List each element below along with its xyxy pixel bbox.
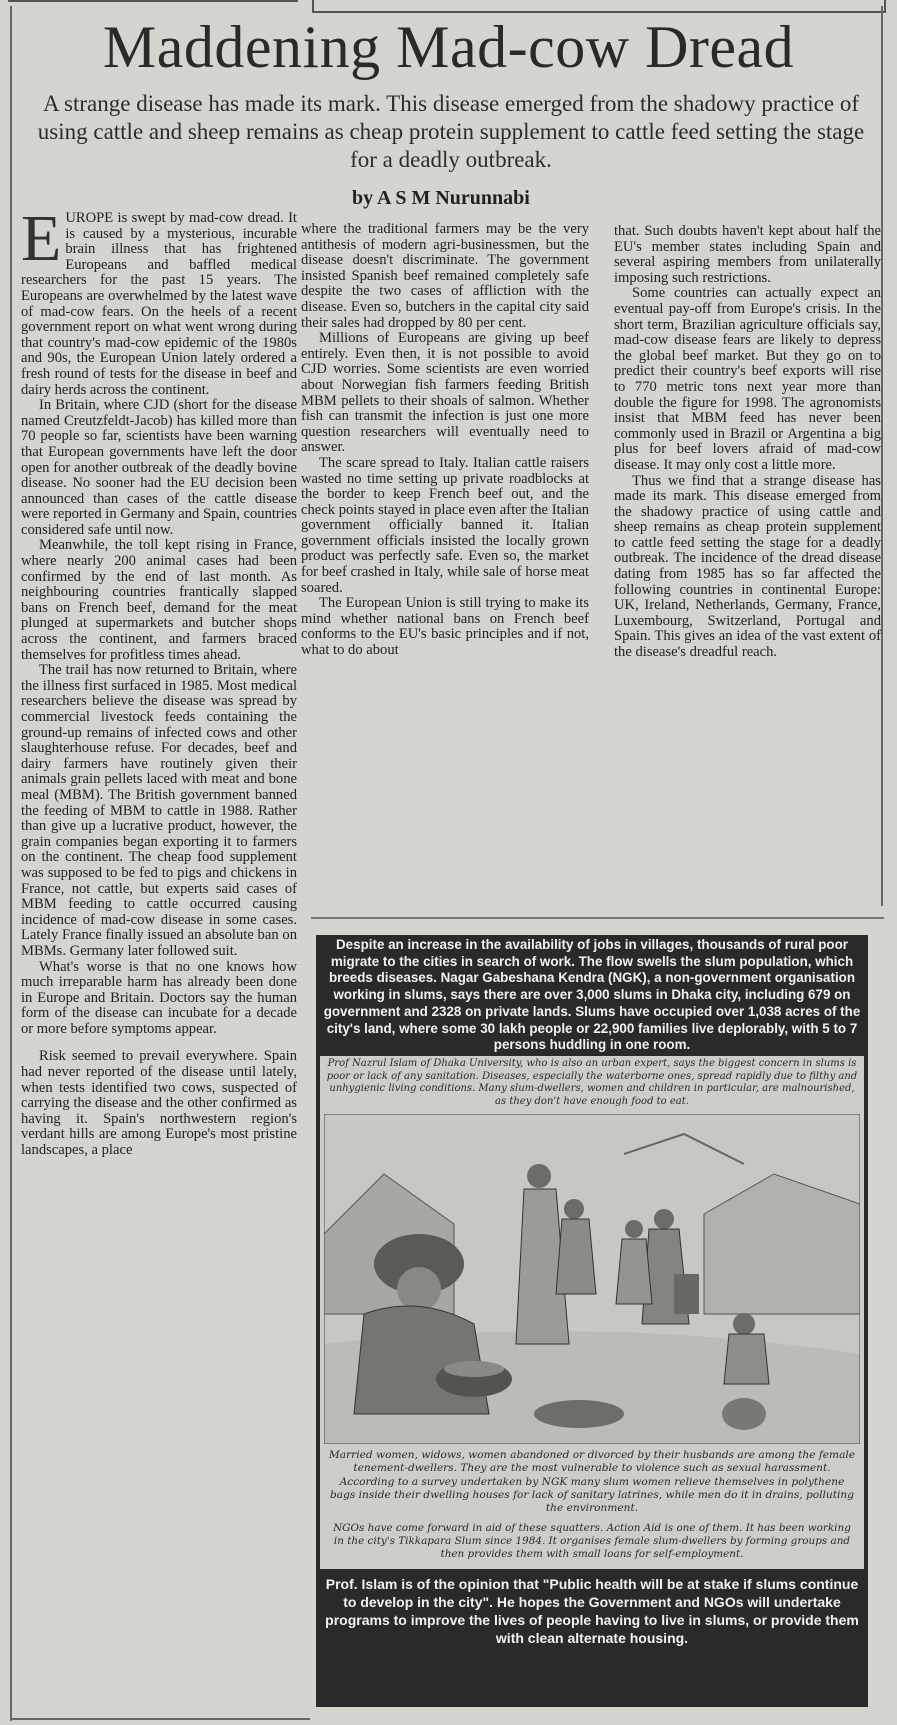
paragraph: Millions of Europeans are giving up beef entirely. Even then, it is not possible to avoid CJD worries. Some scientists are even worried about Norwegian fish farmers feeding British MBM pellets to their shoals of salmon. Whether fish can transmit the infection is just one more question researchers will eventually need to answer. — [301, 330, 589, 456]
subhead: A strange disease has made its mark. This disease emerged from the shadowy practice of using cattle and sheep remains as cheap protein supplement to cattle feed setting the stage for a deadly outbreak. — [37, 91, 865, 172]
paragraph: The trail has now returned to Britain, where the illness first surfaced in 1985. Most medical researchers believe the disease was spread by commercial livestock feeds containing the ground-up remains of infected cows and other slaughterhouse refuse. For decades, beef and dairy farmers have routinely given their animals grain pellets laced with meat and bone meal (MBM). The British government banned the feeding of MBM to cattle in 1988. Rather than give up a lucrative product, however, the grain companies began exporting it to farmers on the continent. The cheap food supplement was supposed to be fed to pigs and chickens in France, not cattle, but experts said cases of MBM feeding to cattle occurred causing incidence of mad-cow disease in some cases. Lately France finally issued an absolute ban on MBMs. Germany later followed suit. — [21, 662, 297, 959]
paragraph: where the traditional farmers may be the very antithesis of modern agri-businessmen, but the disease doesn't discriminate. The government insisted Spanish beef remained completely safe despite the two cases of affliction with the disease. Even so, butchers in the capital city said their sales had dropped by 80 per cent. — [301, 221, 589, 331]
article-column-2 — [301, 222, 589, 912]
ngo-note: NGOs have come forward in aid of these squatters. Action Aid is one of them. It has been working in the city's Tikkapara Slum since 1984. It organises female slum-dwellers by forming groups and then provides them with small loans for self-employment. — [333, 1522, 851, 1560]
paragraph: Thus we find that a strange disease has made its mark. This disease emerged from the shadowy practice of using cattle and sheep remains as cheap protein supplement to cattle feed setting the stage for a deadly outbreak. The incidence of the dread disease dating from 1985 has so far affected the following countries in continental Europe: UK, Ireland, Netherlands, Germany, France, Luxembourg, Switzerland, Portugal and Spain. This gives an idea of the vast extent of the disease's dreadful reach. — [614, 472, 881, 661]
paragraph: The scare spread to Italy. Italian cattle raisers wasted no time setting up private roadblocks at the border to keep French beef out, and the check points stayed in place even after the Italian government officially banned it. Italian government officials insisted the locally grown product was perfectly safe. Even so, the market for beef crashed in Italy, while sale of horse meat soared. — [301, 454, 589, 596]
sidebar-conclusion: Prof. Islam is of the opinion that "Public health will be at stake if slums continue to develop in the city". He hopes the Government and NGOs will undertake programs to improve the lives of people having to live in slums, or provide them with clean alternate housing. — [325, 1576, 859, 1646]
dropcap: E — [21, 202, 62, 275]
paragraph: EUROPE is swept by mad-cow dread. It is caused by a mysterious, incurable brain illness that has frightened Europeans and baffled medical researchers for the past 15 years. The Europeans are overwhelmed by the latest wave of mad-cow fears. On the heels of a recent government report on what went wrong during that country's mad-cow epidemic of the 1980s and 90s, the European Union lately ordered a fresh round of tests for the disease in beef and dairy herds across the continent. — [21, 202, 297, 398]
slum-illustration-drawing — [324, 1114, 860, 1444]
sidebar-rule — [311, 917, 884, 919]
prof-note: Prof Nazrul Islam of Dhaka University, who is also an urban expert, says the biggest concern in slums is poor or lack of any sanitation. Diseases, especially the waterborne ones, spread rapidly due to filthy and unhygienic living conditions. Many slum-dwellers, women and children in particular, are malnourished, as they don't have enough food to eat. — [326, 1058, 858, 1107]
left-rule — [10, 6, 12, 1721]
sidebar-intro: Despite an increase in the availability of jobs in villages, thousands of rural poor migrate to the cities in search of work. The flow swells the slum population, which breeds diseases. Nagar Gabeshana Kendra (NGK), a non-government organisation working in slums, says there are over 3,000 slums in Dhaka city, including 679 on government and 2328 on private lands. Slums have occupied over 1,038 acres of the city's land, where some 30 lakh people or 22,900 families live deplorably, with 5 to 7 persons huddling in one room. — [323, 937, 861, 1053]
article-column-1 — [21, 202, 297, 1716]
paragraph: What's worse is that no one knows how much irreparable harm has already been done in Europe and Britain. Doctors say the human form of the disease can incubate for a decade or more before symptoms appear. — [21, 958, 297, 1037]
top-rule — [8, 0, 298, 8]
paragraph: In Britain, where CJD (short for the disease named Creutzfeldt-Jacob) has killed more than 70 people so far, scientists have been warning that European governments have left the door open for another outbreak of the deadly bovine disease. No sooner had the EU decision been announced than cases of the cattle disease were reported in Germany and Spain, countries considered safe until now. — [21, 397, 297, 538]
slum-illustration — [324, 1114, 860, 1444]
slum-sidebar — [316, 935, 868, 1707]
right-rule — [881, 6, 883, 906]
paragraph: The European Union is still trying to make its mind whether national bans on French beef conforms to the EU's basic principles and if not, what to do about — [301, 595, 589, 659]
headline: Maddening Mad-cow Dread — [102, 14, 795, 80]
article-column-3 — [614, 224, 881, 904]
paragraph: that. Such doubts haven't kept about half the EU's member states including Spain and several aspiring members from unilaterally imposing such restrictions. — [614, 223, 881, 286]
byline: by A S M Nurunnabi — [352, 187, 530, 209]
paragraph: Some countries can actually expect an eventual pay-off from Europe's crisis. In the short term, Brazilian agriculture officials say, mad-cow disease fears are likely to depress the global beef market. But they go on to predict their country's beef exports will rise to 770 metric tons next year more than double the figure for 1998. The agronomists insist that MBM feed has never been commonly used in Brazil or Argentina a big plus for beef lovers afraid of mad-cow disease. It may only cost a little more. — [614, 285, 881, 473]
paragraph: Risk seemed to prevail everywhere. Spain had never reported of the disease until lately, when tests identified two cows, suspected of carrying the disease and the other confirmed as having it. Spain's northwestern region's verdant hills are among Europe's most pristine landscapes, a place — [21, 1048, 297, 1159]
bottom-rule — [10, 1718, 310, 1720]
sidebar-inner-panel — [320, 1056, 864, 1569]
illustration-caption: Married women, widows, women abandoned or divorced by their husbands are among the female tenement-dwellers. They are the most vulnerable to violence such as sexual harassment. According to a survey undertaken by NGK many slum women relieve themselves in polythene bags inside their dwelling houses for lack of sanitary latrines, while men do it in drains, polluting the environment. — [328, 1449, 856, 1515]
paragraph: Meanwhile, the toll kept rising in France, where nearly 200 animal cases had been confirmed by the end of last month. As neighbouring countries frantically slapped bans on French beef, demand for the meat plunged at supermarkets and butcher shops across the continent, and farmers braced themselves for profitless times ahead. — [21, 537, 297, 663]
